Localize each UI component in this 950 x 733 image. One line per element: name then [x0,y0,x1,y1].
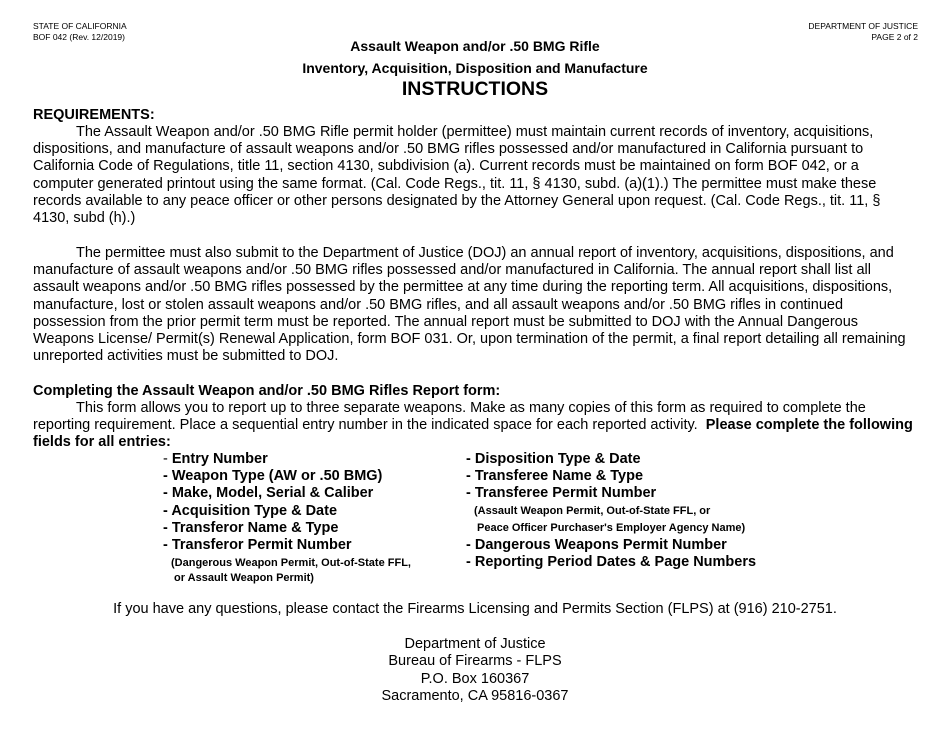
requirements-heading: REQUIREMENTS: [33,107,155,123]
list-item: - Make, Model, Serial & Caliber [163,485,374,502]
requirements-paragraph-1: The Assault Weapon and/or .50 BMG Rifle permit holder (permittee) must maintain current records of inventory, acquisitions, dispositions, and manufacture of assault weapons and/or .50 BMG rifles possessed and/or manufactured in California pursuant to California Code of Regulations, title 11, section 4130, subdivision (a). Current records must be maintained on form BOF 042, or a computer generated printout using the same format. (Cal. Code Regs., tit. 11, § 4130, subd. (a)(1).) The permittee must make these records available to any peace officer or other persons designated by the Attorney General upon request. (Cal. Code Regs., tit. 11, § 4130, subd (h).) [33,124,881,227]
list-item: - Transferee Permit Number [466,485,657,502]
list-item: - Weapon Type (AW or .50 BMG) [163,468,383,485]
page-number: PAGE 2 of 2 [871,32,918,42]
list-item: - Transferor Name & Type [163,519,339,536]
list-item: - Acquisition Type & Date [163,502,338,519]
requirements-paragraph-2: The permittee must also submit to the Department of Justice (DOJ) an annual report of inventory, acquisitions, dispositions, and manufacture of assault weapons and/or .50 BMG rifles possessed and/or manufactured in California. The annual report shall list all assault weapons and/or .50 BMG rifles possessed by the permittee at any time during the reporting term. All acquisitions, dispositions, manufacture, lost or stolen assault weapons and/or .50 BMG rifles, and all assault weapons and/or .50 BMG rifles in continued possession from the prior permit term must be reported. The annual report must be submitted to DOJ with the Annual Dangerous Weapons License/ Permit(s) Renewal Application, form BOF 031. Or, upon termination of the permit, a final report detailing all remaining unreported activities must be submitted to DOJ. [33,245,906,365]
state-label: STATE OF CALIFORNIA [33,21,127,31]
title-line-2: Inventory, Acquisition, Disposition and Manufacture [302,60,648,76]
address-line: Sacramento, CA 95816-0367 [381,688,569,705]
form-number: BOF 042 (Rev. 12/2019) [33,32,125,42]
mailing-address [0,636,950,706]
list-item: - Dangerous Weapons Permit Number [466,537,727,554]
page-title: INSTRUCTIONS [401,78,549,100]
list-item: - Transferee Name & Type [466,468,644,485]
fields-list-right [466,451,756,571]
address-line: P.O. Box 160367 [420,670,530,687]
completing-instruction: Please complete the following fields for all entries: [33,417,913,451]
list-item: - Transferor Permit Number [163,537,352,554]
list-item: - Disposition Type & Date [466,451,641,467]
address-line: Department of Justice [404,636,546,652]
list-note: (Assault Weapon Permit, Out-of-State FFL, or [474,504,711,517]
contact-info: If you have any questions, please contact the Firearms Licensing and Permits Section (FLPS) at (916) 210-2751. [113,601,837,617]
list-note: or Assault Weapon Permit) [174,572,314,585]
dash-prefix: - [163,451,172,467]
address-line: Bureau of Firearms - FLPS [388,653,562,670]
list-note: Peace Officer Purchaser's Employer Agency Name) [477,521,746,534]
list-note: (Dangerous Weapon Permit, Out-of-State FFL, [171,557,411,570]
completing-heading: Completing the Assault Weapon and/or .50 BMG Rifles Report form: [33,383,501,399]
title-line-1: Assault Weapon and/or .50 BMG Rifle [350,38,600,54]
department-label: DEPARTMENT OF JUSTICE [808,21,918,31]
completing-paragraph [33,400,918,452]
list-item: - Reporting Period Dates & Page Numbers [466,554,757,571]
fields-list-left [163,451,411,586]
completing-text: This form allows you to report up to three separate weapons. Make as many copies of this form as required to complete the reporting requirement. Place a sequential entry number in the indicated space for each reported activity. [33,400,866,434]
list-item: - Entry Number [163,451,268,467]
